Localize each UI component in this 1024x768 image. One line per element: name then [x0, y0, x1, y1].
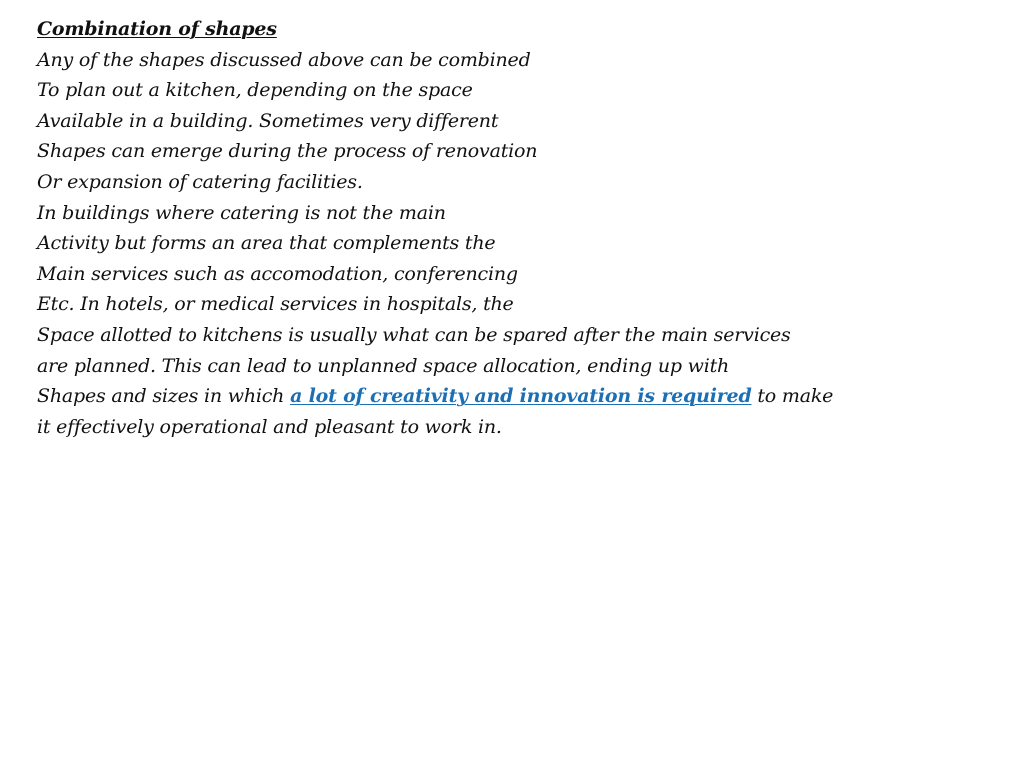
text-line-5: Or expansion of catering facilities. — [37, 170, 363, 193]
highlight-line-after: to make — [751, 385, 834, 408]
text-line-11: are planned. This can lead to unplanned space allocation, ending up with — [37, 354, 730, 377]
text-line-highlighted — [37, 381, 997, 412]
text-line-8: Main services such as accomodation, conferencing — [37, 262, 518, 285]
text-line-7: Activity but forms an area that complements the — [37, 232, 496, 255]
text-line-4: Shapes can emerge during the process of renovation — [37, 140, 538, 163]
highlight-line-before: Shapes and sizes in which — [37, 385, 291, 408]
text-line-6: In buildings where catering is not the main — [37, 201, 446, 224]
body-text-block — [37, 14, 997, 442]
text-line-3: Available in a building. Sometimes very different — [37, 109, 499, 132]
heading: Combination of shapes — [37, 18, 277, 40]
text-line-10: Space allotted to kitchens is usually what can be spared after the main services — [37, 323, 791, 346]
text-line-last: it effectively operational and pleasant to work in. — [37, 415, 502, 438]
text-line-9: Etc. In hotels, or medical services in hospitals, the — [37, 293, 514, 316]
text-line-1: Any of the shapes discussed above can be combined — [37, 48, 531, 71]
highlighted-phrase: a lot of creativity and innovation is required — [290, 385, 752, 408]
text-line-2: To plan out a kitchen, depending on the space — [37, 79, 473, 102]
